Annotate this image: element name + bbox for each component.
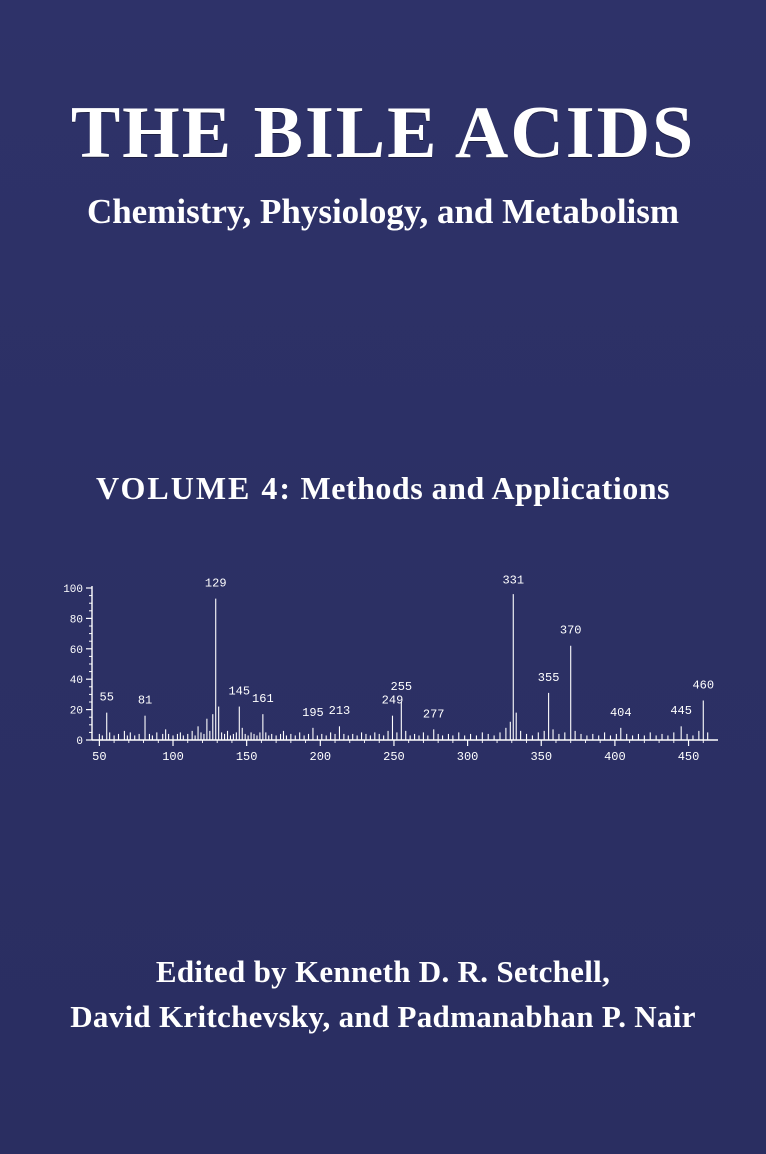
svg-text:213: 213 (328, 704, 351, 719)
svg-text:370: 370 (559, 623, 582, 638)
svg-text:100: 100 (162, 750, 184, 764)
volume-label: VOLUME 4: (96, 470, 293, 506)
svg-text:249: 249 (381, 693, 404, 708)
volume-subject: Methods and Applications (300, 470, 670, 506)
svg-text:331: 331 (502, 573, 525, 588)
svg-text:60: 60 (69, 644, 83, 657)
svg-text:81: 81 (137, 693, 153, 708)
svg-text:50: 50 (92, 750, 107, 764)
mass-spectrum-chart (40, 560, 730, 790)
volume-line (0, 470, 766, 507)
svg-text:250: 250 (383, 750, 405, 764)
svg-text:145: 145 (228, 684, 251, 699)
svg-text:129: 129 (204, 576, 227, 591)
editors-block (0, 950, 766, 1040)
svg-text:350: 350 (530, 750, 553, 764)
svg-text:161: 161 (252, 692, 274, 707)
page-title: THE BILE ACIDS (70, 92, 696, 174)
svg-text:0: 0 (76, 736, 83, 748)
svg-text:277: 277 (422, 707, 445, 722)
svg-text:20: 20 (69, 705, 83, 718)
book-subtitle: Chemistry, Physiology, and Metabolism (86, 192, 680, 231)
svg-text:100: 100 (63, 584, 83, 596)
svg-text:355: 355 (537, 670, 560, 685)
svg-text:150: 150 (235, 750, 258, 764)
editors-line-2: David Kritchevsky, and Padmanabhan P. Nair (70, 998, 696, 1034)
svg-text:80: 80 (69, 614, 83, 627)
svg-text:195: 195 (302, 705, 324, 720)
spectrum-svg (40, 560, 730, 790)
svg-text:55: 55 (99, 690, 114, 705)
svg-text:300: 300 (456, 750, 479, 764)
editors-line-1: Edited by Kenneth D. R. Setchell, (155, 954, 611, 989)
svg-text:460: 460 (692, 678, 715, 693)
svg-text:255: 255 (390, 679, 413, 694)
svg-text:445: 445 (670, 704, 692, 719)
svg-text:40: 40 (69, 675, 83, 688)
title-block (0, 92, 766, 232)
svg-text:404: 404 (609, 705, 632, 720)
svg-text:200: 200 (309, 750, 332, 764)
svg-text:450: 450 (677, 750, 700, 764)
svg-text:400: 400 (604, 750, 626, 764)
